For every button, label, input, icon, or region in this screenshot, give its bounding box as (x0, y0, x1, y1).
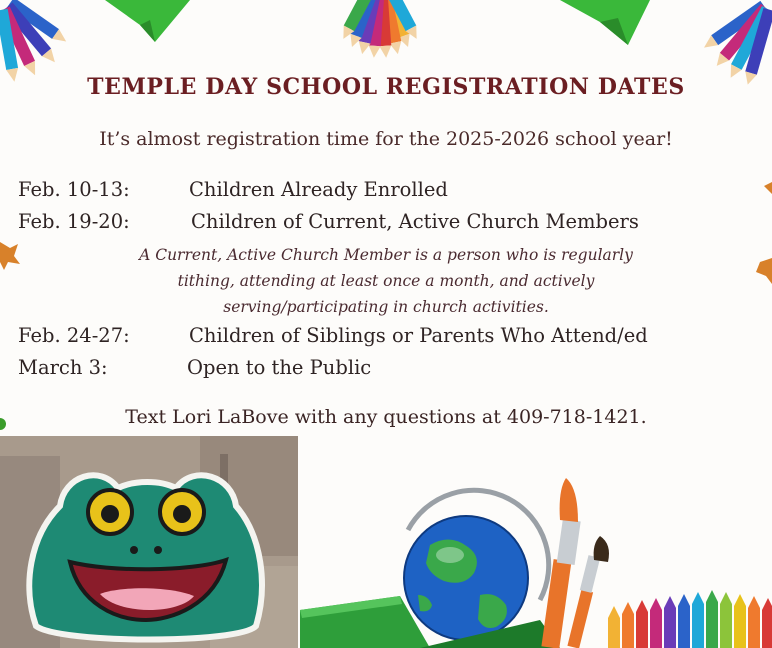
note-line: A Current, Active Church Member is a person who is regularly (139, 246, 633, 264)
paper-plane-icon (105, 0, 650, 45)
schedule-group: Children of Siblings or Parents Who Attend/ed (189, 324, 648, 347)
frog-craft-icon (0, 436, 298, 648)
schedule-group: Children of Current, Active Church Members (191, 210, 639, 233)
contact-text: Text Lori LaBove with any questions at 409-718-1421. (125, 406, 647, 428)
schedule-date: Feb. 24-27: (18, 324, 130, 347)
colored-pencils-icon (608, 590, 772, 648)
intro-text: It’s almost registration time for the 2025-2026 school year! (99, 128, 673, 150)
book-icon (300, 596, 560, 648)
colored-pencils-icon (0, 0, 70, 83)
schedule-group: Open to the Public (187, 356, 372, 379)
colored-pencils-fan-icon (338, 0, 422, 58)
schedule-group: Children Already Enrolled (189, 178, 448, 201)
globe-icon (404, 490, 549, 640)
schedule-date: March 3: (18, 356, 108, 379)
schedule-date: Feb. 19-20: (18, 210, 130, 233)
schedule-date: Feb. 10-13: (18, 178, 130, 201)
page-title: TEMPLE DAY SCHOOL REGISTRATION DATES (87, 74, 685, 100)
note-line: serving/participating in church activities. (223, 298, 549, 316)
membership-note (0, 242, 772, 320)
note-line: tithing, attending at least once a month, and actively (177, 272, 595, 290)
paintbrush-icon (541, 478, 609, 648)
frog-photo (0, 436, 298, 648)
